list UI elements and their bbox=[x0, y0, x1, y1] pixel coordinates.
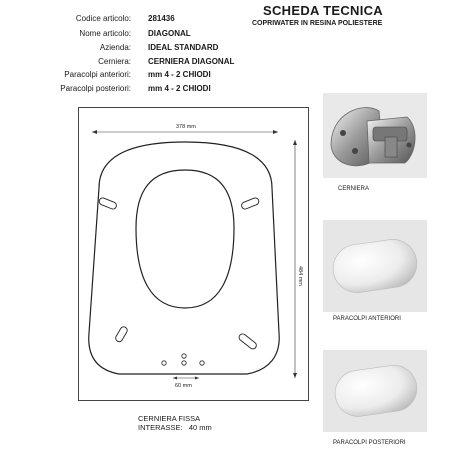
hinge-photo-icon bbox=[323, 93, 427, 178]
seat-drawing bbox=[79, 108, 308, 400]
front-bumper-photo-icon bbox=[323, 220, 427, 312]
front-bumper-photo bbox=[323, 220, 427, 312]
spec-value-brand: IDEAL STANDARD bbox=[148, 43, 219, 52]
bumper-slot-front-right bbox=[241, 197, 260, 210]
hinge-arrow-left bbox=[173, 377, 177, 380]
spec-label-hinge: Cerniera: bbox=[98, 57, 131, 66]
hinge-spacing-label: 60 mm bbox=[175, 383, 192, 389]
spec-label-brand: Azienda: bbox=[99, 43, 131, 52]
bumper-slot-front-left bbox=[98, 197, 117, 210]
sheet-title: SCHEDA TECNICA bbox=[263, 3, 384, 18]
hinge-photo bbox=[323, 93, 427, 178]
spec-label-front-bumpers: Paracolpi anteriori: bbox=[64, 70, 131, 79]
hinge-note-spacing: INTERASSE: 40 mm bbox=[138, 423, 212, 432]
rear-bumper-caption: PARACOLPI POSTERIORI bbox=[333, 440, 406, 446]
width-arrow-right bbox=[273, 130, 278, 134]
bumper-slot-rear-right bbox=[238, 332, 258, 350]
height-arrow-bottom bbox=[293, 373, 297, 378]
seat-opening bbox=[136, 170, 234, 308]
width-arrow-left bbox=[92, 130, 97, 134]
spec-label-rear-bumpers: Paracolpi posteriori: bbox=[60, 84, 131, 93]
hinge-note-type: CERNIERA FISSA bbox=[138, 414, 201, 423]
bumper-slot-rear-left bbox=[114, 326, 128, 343]
spec-value-rear-bumpers: mm 4 - 2 CHIODI bbox=[148, 84, 211, 93]
sheet-subtitle: COPRIWATER IN RESINA POLIESTERE bbox=[252, 20, 383, 27]
hinge-hole-right bbox=[200, 361, 204, 365]
hinge-hole-center bbox=[182, 361, 186, 365]
width-label: 378 mm bbox=[176, 124, 196, 130]
height-label: 484 mm bbox=[297, 266, 303, 286]
rear-bumper-photo-icon bbox=[323, 350, 427, 432]
hinge-hole-top bbox=[182, 354, 186, 358]
spec-value-front-bumpers: mm 4 - 2 CHIODI bbox=[148, 70, 211, 79]
rear-bumper-photo bbox=[323, 350, 427, 432]
hinge-hole-left bbox=[162, 361, 166, 365]
spec-value-name: DIAGONAL bbox=[148, 29, 191, 38]
hinge-arrow-right bbox=[195, 377, 199, 380]
spec-label-code: Codice articolo: bbox=[75, 14, 131, 23]
height-arrow-top bbox=[293, 140, 297, 145]
hinge-caption: CERNIERA bbox=[338, 186, 370, 192]
spec-value-hinge: CERNIERA DIAGONAL bbox=[148, 57, 235, 66]
spec-value-code: 281436 bbox=[148, 14, 175, 23]
front-bumper-caption: PARACOLPI ANTERIORI bbox=[333, 316, 401, 322]
drawing-panel bbox=[78, 107, 309, 401]
spec-label-name: Nome articolo: bbox=[79, 29, 131, 38]
